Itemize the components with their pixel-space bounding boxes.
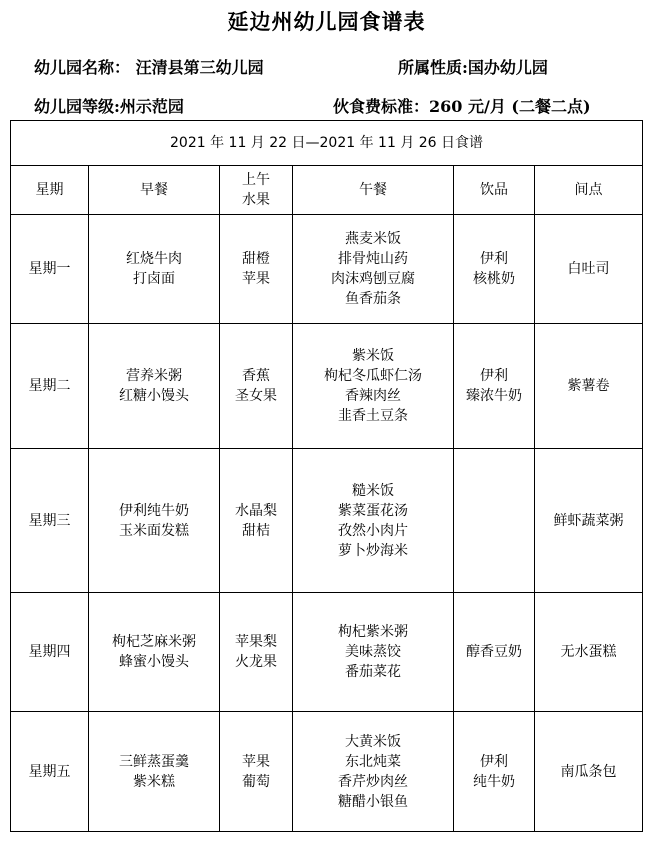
menu-item: 打卤面 xyxy=(133,271,175,287)
menu-item: 火龙果 xyxy=(235,654,277,670)
lunch-cell xyxy=(293,449,454,593)
fruit-cell xyxy=(220,449,293,593)
header-breakfast: 早餐 xyxy=(89,166,220,215)
header-fruit-line: 水果 xyxy=(242,192,270,208)
snack-cell xyxy=(535,449,643,593)
menu-item: 伊利 xyxy=(480,368,508,384)
menu-item: 葡萄 xyxy=(242,773,270,790)
day-cell: 星期三 xyxy=(11,449,89,593)
table-row xyxy=(11,712,643,832)
menu-item: 醇香豆奶 xyxy=(466,644,522,660)
menu-item: 甜橙 xyxy=(242,251,270,267)
header-day: 星期 xyxy=(11,166,89,215)
menu-item: 番茄菜花 xyxy=(345,664,401,680)
table-row xyxy=(11,449,643,593)
header-fruit-line: 上午 xyxy=(242,172,270,188)
breakfast-cell xyxy=(89,712,220,832)
menu-item: 枸杞芝麻米粥 xyxy=(112,634,196,650)
drink-cell xyxy=(454,324,535,449)
menu-item: 香蕉 xyxy=(242,368,270,384)
menu-item: 紫薯卷 xyxy=(567,378,610,394)
kindergarten-level: 幼儿园等级:州示范园 xyxy=(34,97,184,116)
fruit-cell xyxy=(220,324,293,449)
menu-item: 苹果 xyxy=(242,271,270,287)
lunch-cell xyxy=(293,593,454,712)
header-fruit xyxy=(220,166,293,215)
day-cell: 星期五 xyxy=(11,712,89,832)
date-range: 2021 年 11 月 22 日—2021 年 11 月 26 日食谱 xyxy=(11,121,643,166)
meal-fee-standard: 伙食费标准：260 元/月 (二餐二点) xyxy=(333,97,591,116)
menu-item: 紫米饭 xyxy=(352,348,394,364)
drink-cell xyxy=(454,712,535,832)
menu-table xyxy=(10,120,643,832)
breakfast-cell xyxy=(89,324,220,449)
header-row xyxy=(11,166,643,215)
menu-item: 三鲜蒸蛋羹 xyxy=(119,753,189,770)
lunch-cell xyxy=(293,712,454,832)
menu-item: 香辣肉丝 xyxy=(345,388,401,404)
menu-item: 鱼香茄条 xyxy=(345,291,401,307)
menu-item: 东北炖菜 xyxy=(345,753,401,770)
menu-item: 玉米面发糕 xyxy=(119,522,189,539)
menu-item: 南瓜条包 xyxy=(560,763,617,780)
menu-item: 紫米糕 xyxy=(133,773,175,790)
menu-item: 水晶梨 xyxy=(235,502,277,519)
menu-item: 枸杞紫米粥 xyxy=(338,624,408,640)
menu-item: 红烧牛肉 xyxy=(126,251,182,267)
snack-cell xyxy=(535,215,643,324)
snack-cell xyxy=(535,712,643,832)
menu-item: 紫菜蛋花汤 xyxy=(338,502,408,519)
snack-cell xyxy=(535,593,643,712)
menu-item: 韭香土豆条 xyxy=(338,408,408,424)
menu-item: 蜂蜜小馒头 xyxy=(119,654,189,670)
lunch-cell xyxy=(293,215,454,324)
table-row xyxy=(11,324,643,449)
menu-item: 圣女果 xyxy=(235,388,277,404)
table-row xyxy=(11,593,643,712)
menu-item: 伊利 xyxy=(480,251,508,267)
menu-item: 肉沫鸡刨豆腐 xyxy=(331,271,415,287)
menu-item: 纯牛奶 xyxy=(473,773,515,790)
menu-item: 无水蛋糕 xyxy=(560,644,617,660)
day-cell: 星期二 xyxy=(11,324,89,449)
menu-item: 甜桔 xyxy=(242,522,270,539)
fruit-cell xyxy=(220,712,293,832)
menu-item: 伊利纯牛奶 xyxy=(119,502,189,519)
menu-item: 燕麦米饭 xyxy=(345,231,401,247)
menu-item: 美味蒸饺 xyxy=(345,644,401,660)
menu-item: 营养米粥 xyxy=(126,368,182,384)
page-title: 延边州幼儿园食谱表 xyxy=(227,9,426,34)
menu-item: 萝卜炒海米 xyxy=(338,542,408,559)
header-lunch: 午餐 xyxy=(293,166,454,215)
kindergarten-nature: 所属性质:国办幼儿园 xyxy=(398,58,548,77)
menu-item: 排骨炖山药 xyxy=(338,251,408,267)
day-cell: 星期四 xyxy=(11,593,89,712)
menu-item: 白吐司 xyxy=(567,261,610,277)
menu-item: 鲜虾蔬菜粥 xyxy=(553,512,624,529)
snack-cell xyxy=(535,324,643,449)
menu-item: 核桃奶 xyxy=(473,271,515,287)
kindergarten-name: 幼儿园名称： 汪清县第三幼儿园 xyxy=(34,58,264,77)
menu-item: 糙米饭 xyxy=(352,482,394,499)
menu-item: 香芹炒肉丝 xyxy=(338,773,408,790)
lunch-cell xyxy=(293,324,454,449)
breakfast-cell xyxy=(89,593,220,712)
menu-item: 苹果梨 xyxy=(235,634,277,650)
header-snack: 间点 xyxy=(535,166,643,215)
menu-item: 伊利 xyxy=(480,753,508,770)
menu-item: 糖醋小银鱼 xyxy=(338,793,408,810)
day-cell: 星期一 xyxy=(11,215,89,324)
menu-item: 孜然小肉片 xyxy=(338,522,408,539)
menu-item: 枸杞冬瓜虾仁汤 xyxy=(324,368,422,384)
menu-item: 大黄米饭 xyxy=(345,733,401,750)
drink-cell xyxy=(454,215,535,324)
drink-cell xyxy=(454,449,535,593)
breakfast-cell xyxy=(89,215,220,324)
menu-item: 红糖小馒头 xyxy=(119,388,189,404)
menu-item: 臻浓牛奶 xyxy=(466,388,522,404)
fruit-cell xyxy=(220,593,293,712)
header-drink: 饮品 xyxy=(454,166,535,215)
table-row xyxy=(11,215,643,324)
breakfast-cell xyxy=(89,449,220,593)
fruit-cell xyxy=(220,215,293,324)
date-range-row xyxy=(11,121,643,166)
drink-cell xyxy=(454,593,535,712)
menu-item: 苹果 xyxy=(242,753,270,770)
